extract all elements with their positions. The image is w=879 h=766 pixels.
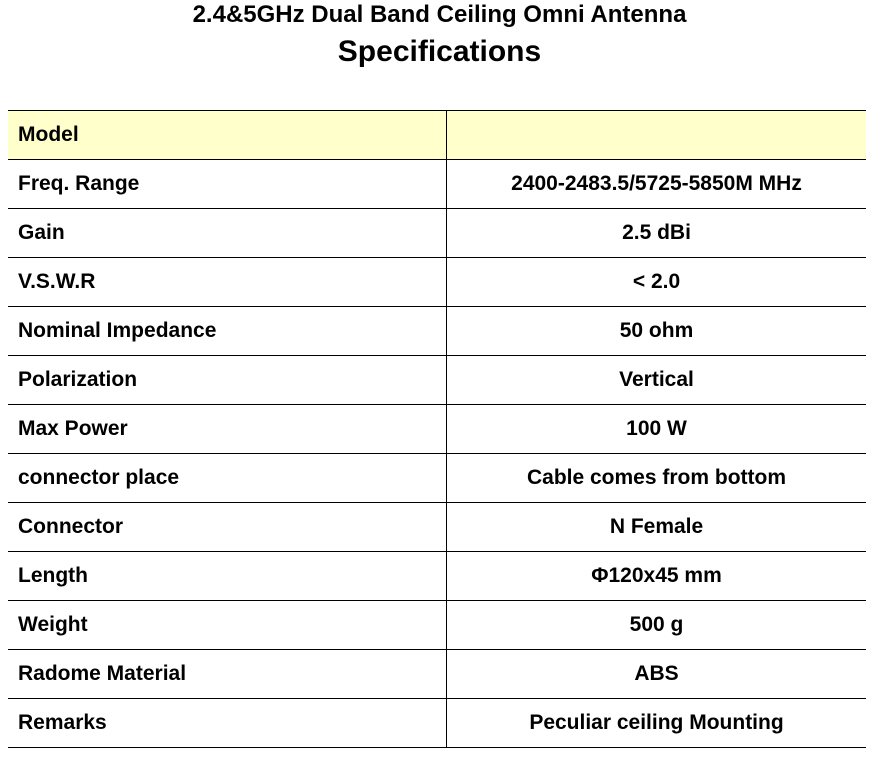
table-row [8,552,866,601]
table-row [8,258,866,307]
table-row [8,503,866,552]
spec-label: Connector [8,503,447,552]
table-row [8,601,866,650]
model-value [447,111,867,160]
spec-label: Max Power [8,405,447,454]
spec-value: 500 g [447,601,867,650]
spec-value: N Female [447,503,867,552]
table-row [8,405,866,454]
spec-label: Freq. Range [8,160,447,209]
table-row [8,699,866,748]
spec-label: Gain [8,209,447,258]
spec-value: Vertical [447,356,867,405]
spec-label: connector place [8,454,447,503]
spec-value: Φ120x45 mm [447,552,867,601]
spec-label: Weight [8,601,447,650]
table-row [8,356,866,405]
spec-label: Polarization [8,356,447,405]
spec-label: Length [8,552,447,601]
table-header-row [8,111,866,160]
table-row [8,307,866,356]
spec-value: ABS [447,650,867,699]
table-row [8,209,866,258]
model-label: Model [8,111,447,160]
table-row [8,650,866,699]
spec-label: Nominal Impedance [8,307,447,356]
document-subtitle: Specifications [337,35,542,68]
specifications-table [8,110,866,748]
spec-value: Peculiar ceiling Mounting [447,699,867,748]
spec-value: 100 W [447,405,867,454]
spec-value: 2400-2483.5/5725-5850M MHz [447,160,867,209]
spec-value: 2.5 dBi [447,209,867,258]
spec-label: Remarks [8,699,447,748]
document-title: 2.4&5GHz Dual Band Ceiling Omni Antenna [192,1,687,28]
spec-label: Radome Material [8,650,447,699]
table-row [8,160,866,209]
spec-value: 50 ohm [447,307,867,356]
spec-value: Cable comes from bottom [447,454,867,503]
table-row [8,454,866,503]
spec-label: V.S.W.R [8,258,447,307]
spec-value: < 2.0 [447,258,867,307]
